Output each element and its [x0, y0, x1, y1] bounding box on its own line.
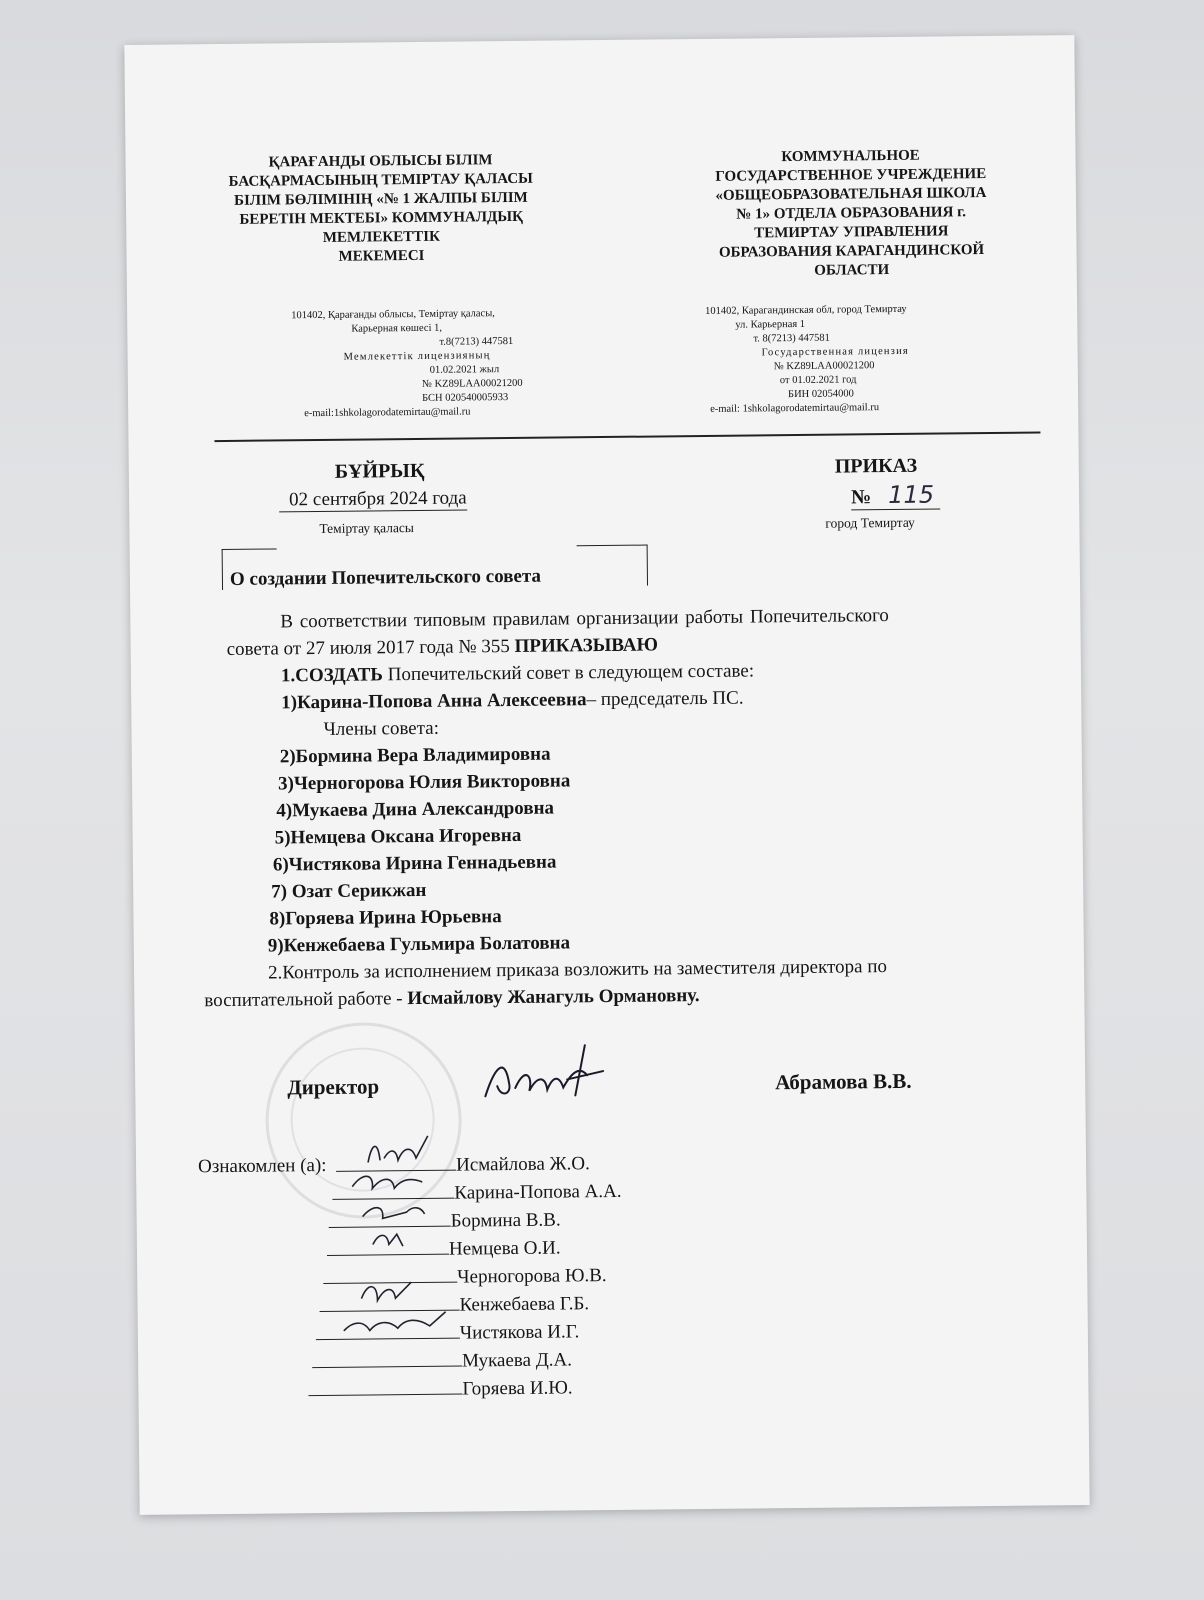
order-number: [851, 480, 940, 510]
header-left-line: БІЛІМ БӨЛІМІНІҢ «№ 1 ЖАЛПЫ БІЛІМ: [234, 189, 528, 209]
document-sheet: [124, 35, 1089, 1515]
item2-text: воспитательной работе -: [204, 988, 408, 1012]
acquainted-name: Мукаева Д.А.: [462, 1349, 573, 1372]
address-line: БСН 020540005933: [421, 392, 509, 404]
member-item: 8)Горяева Ирина Юрьевна: [269, 906, 502, 930]
subject-bracket: [222, 545, 648, 591]
item1: [281, 660, 754, 687]
acquainted-name: Карина-Попова А.А.: [454, 1180, 622, 1204]
header-left-line: ҚАРАҒАНДЫ ОБЛЫСЫ БІЛІМ: [268, 152, 493, 171]
intro-line-2: [227, 634, 659, 661]
header-right-line: ОБЛАСТИ: [814, 262, 890, 279]
acquainted-name: Бормина В.В.: [450, 1209, 561, 1232]
subject-text: О создании Попечительского совета: [229, 565, 542, 590]
acquainted-row: [316, 1318, 580, 1346]
header-right-line: ТЕМИРТАУ УПРАВЛЕНИЯ: [754, 223, 949, 242]
acquainted-name: Горяева И.Ю.: [462, 1377, 573, 1400]
chair-name: 1)Карина-Попова Анна Алексеевна: [281, 689, 587, 714]
intro-line-1: В соответствии типовым правилам организации работы Попечительского: [280, 605, 889, 633]
acquainted-row: [329, 1207, 561, 1234]
header-left: [215, 151, 546, 268]
item2-line-1: 2.Контроль за исполнением приказа возложить на заместителя директора по: [267, 956, 888, 984]
order-city-kz: Теміртау қаласы: [319, 520, 415, 536]
header-right-line: ГОСУДАРСТВЕННОЕ УЧРЕЖДЕНИЕ: [715, 165, 987, 185]
header-right-address: [705, 301, 1066, 417]
address-line: т.8(7213) 447581: [439, 335, 514, 348]
header-left-line: МЕКЕМЕСІ: [338, 247, 425, 265]
header-divider: [214, 431, 1040, 442]
chair-role: – председатель ПС.: [586, 687, 744, 711]
order-title-ru: ПРИКАЗ: [834, 454, 918, 478]
address-line: Мемлекеттік лицензияның: [343, 350, 491, 363]
header-right-line: № 1» ОТДЕЛА ОБРАЗОВАНИЯ г.: [736, 204, 967, 223]
item1-text: Попечительский совет в следующем составе:: [382, 660, 755, 686]
header-right-line: «ОБЩЕОБРАЗОВАТЕЛЬНАЯ ШКОЛА: [715, 184, 987, 204]
member-item: 7) Озат Серикжан: [271, 879, 427, 903]
acquainted-row: [319, 1290, 589, 1318]
address-line: т. 8(7213) 447581: [753, 332, 830, 345]
address-line: Карьерная көшесі 1,: [351, 322, 443, 335]
address-line: № KZ89LAA00021200: [773, 360, 875, 373]
intro-order-word: ПРИКАЗЫВАЮ: [514, 634, 659, 657]
item1-label: 1.СОЗДАТЬ: [280, 664, 384, 687]
member-item: 6)Чистякова Ирина Геннадьевна: [272, 851, 557, 876]
header-left-line: БЕРЕТІН МЕКТЕБІ» КОММУНАЛДЫҚ: [239, 208, 523, 228]
order-date-text: 02 сентября 2024 года: [288, 487, 467, 511]
members-label: Члены совета:: [323, 717, 440, 740]
header-right-line: КОММУНАЛЬНОЕ: [781, 147, 920, 166]
acquainted-name: Исмайлова Ж.О.: [455, 1153, 590, 1176]
acquainted-name: Кенжебаева Г.Б.: [459, 1293, 590, 1316]
acquainted-row: [323, 1262, 607, 1290]
director-name: Абрамова В.В.: [775, 1068, 912, 1095]
acquainted-name: Немцева О.И.: [448, 1237, 561, 1260]
acquainted-name: Чистякова И.Г.: [459, 1321, 580, 1344]
item2-person: Исмайлову Жанагуль Ормановну.: [407, 985, 700, 1010]
director-signature: [475, 1035, 616, 1116]
acquainted-row: [332, 1178, 621, 1206]
order-city-ru: город Темиртау: [825, 514, 915, 531]
member-item: 5)Немцева Оксана Игоревна: [274, 824, 522, 849]
acquainted-row: [312, 1346, 572, 1374]
member-item: 9)Кенжебаева Гульмира Болатовна: [267, 932, 571, 957]
order-number-value: 115: [888, 480, 935, 510]
order-title-kz: БҰЙРЫҚ: [334, 459, 425, 483]
address-line: e-mail:1shkolagorodatemirtau@mail.ru: [304, 406, 471, 420]
member-item: 4)Мукаева Дина Александровна: [276, 797, 555, 822]
item2-line-2: [204, 985, 699, 1012]
header-left-address: [199, 306, 560, 422]
order-date: [279, 487, 467, 512]
member-item: 3)Черногорова Юлия Викторовна: [277, 770, 571, 795]
acquainted-label: Ознакомлен (а):: [197, 1154, 327, 1178]
address-line: Государственная лицензия: [761, 345, 909, 359]
header-left-line: БАСҚАРМАСЫНЫҢ ТЕМІРТАУ ҚАЛАСЫ: [228, 170, 533, 190]
address-line: № KZ89LAA00021200: [421, 377, 523, 390]
member-item: 2)Бормина Вера Владимировна: [279, 743, 551, 768]
director-title: Директор: [287, 1074, 380, 1100]
acquainted-row: [327, 1235, 561, 1262]
order-number-label: №: [850, 486, 872, 509]
address-line: 101402, Қарағанды облысы, Теміртау қаласы,: [291, 308, 495, 322]
chair-line: [281, 688, 744, 715]
address-line: e-mail: 1shkolagorodatemirtau@mail.ru: [710, 402, 880, 415]
acquainted-name: Черногорова Ю.В.: [457, 1265, 607, 1288]
header-right: [685, 146, 1016, 282]
header-left-line: МЕМЛЕКЕТТІК: [322, 228, 440, 246]
acquainted-row: [336, 1150, 590, 1178]
address-line: ул. Карьерная 1: [735, 318, 806, 331]
address-line: 101402, Карагандинская обл, город Темиртау: [705, 303, 907, 317]
header-right-line: ОБРАЗОВАНИЯ КАРАГАНДИНСКОЙ: [718, 242, 985, 261]
address-line: БИН 02054000: [787, 388, 854, 401]
address-line: от 01.02.2021 год: [779, 374, 857, 387]
address-line: 01.02.2021 жыл: [429, 364, 500, 376]
acquainted-row: [308, 1374, 572, 1402]
intro-text: совета от 27 июля 2017 года № 355: [226, 635, 515, 660]
